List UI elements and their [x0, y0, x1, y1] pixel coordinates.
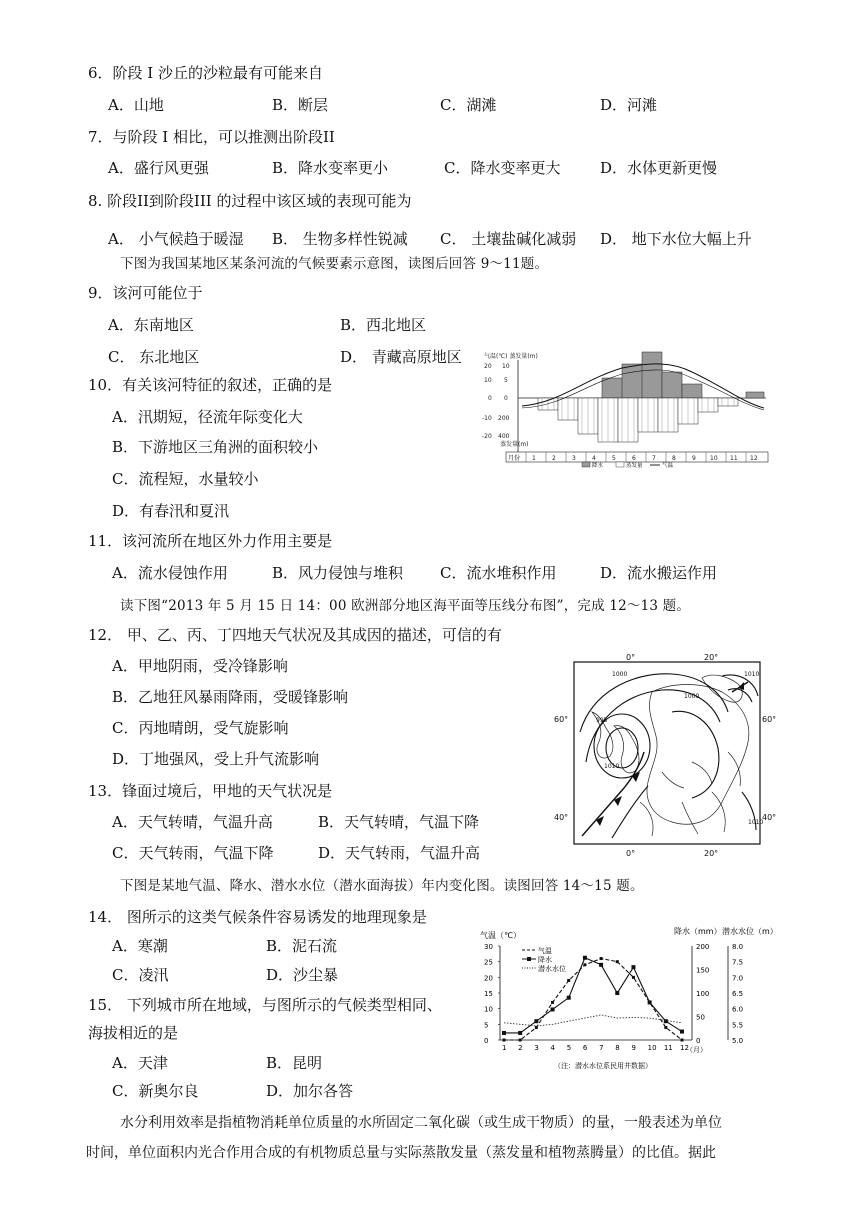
chart3-temp-point	[632, 976, 635, 979]
chart3-precip-point	[502, 1031, 506, 1035]
paragraph-line-1: 水分利用效率是指植物消耗单位质量的水所固定二氧化碳（或生成干物质）的量，一般表述为单位	[120, 1115, 722, 1131]
fig1-legend-evap: 蒸发量	[626, 463, 643, 468]
fig1-tick-r3: 200	[498, 415, 510, 422]
fig1-tick-l3: -10	[482, 415, 492, 422]
q9-option-a[interactable]: A．东南地区	[108, 316, 194, 334]
fig1-tick-r0: 10	[502, 363, 510, 370]
fig1-precip-bars	[602, 352, 764, 398]
fig1-legend-temp: 气温	[662, 463, 674, 468]
chart3-right-tick: 6.0	[732, 1005, 744, 1014]
q15-stem-line1: 15． 下列城市所在地域，与图所示的气候类型相同、	[88, 996, 442, 1014]
fig1-tick-l2: 0	[488, 395, 492, 402]
fig1-month-row	[506, 452, 768, 462]
chart3-x-tick: 11	[663, 1044, 673, 1052]
svg-text:7: 7	[652, 455, 656, 462]
q11-option-c[interactable]: C．流水堆积作用	[440, 564, 557, 582]
fig2-lat-40-right: 40°	[762, 813, 777, 822]
svg-text:6: 6	[632, 455, 636, 462]
q7-option-d[interactable]: D．水体更新更慢	[600, 159, 718, 177]
chart3-legend-water: 潜水水位	[538, 965, 566, 973]
q6-option-d[interactable]: D．河滩	[600, 96, 658, 114]
q15-option-c[interactable]: C．新奥尔良	[112, 1082, 199, 1100]
q14-option-d[interactable]: D．沙尘暴	[266, 966, 339, 984]
chart3-precip-point	[599, 963, 603, 967]
fig1-tick-l1: 10	[484, 377, 492, 384]
chart3-series-precip	[504, 958, 682, 1033]
q7-option-a[interactable]: A．盛行风更强	[108, 159, 209, 177]
chart3-x-tick: 2	[518, 1044, 523, 1052]
fig2-lon-0-bottom: 0°	[626, 849, 636, 858]
chart3-precip-point	[551, 1007, 555, 1011]
fig1-tick-r4: 400	[498, 433, 510, 440]
fig2-lon-20-top: 20°	[704, 653, 719, 662]
chart3-left-tick: 5	[484, 1021, 489, 1030]
q9-option-b[interactable]: B．西北地区	[340, 316, 427, 334]
chart3-x-tick: 10	[647, 1044, 657, 1052]
chart3-temp-point	[681, 1039, 684, 1042]
q6-option-b[interactable]: B．断层	[272, 96, 329, 114]
q6-option-a[interactable]: A．山地	[108, 96, 164, 114]
chart3-x-tick: 8	[615, 1044, 620, 1052]
q14-stem: 14． 图所示的这类气候条件容易诱发的地理现象是	[88, 908, 427, 926]
fig1-month-label: 月份	[508, 455, 521, 462]
chart3-precip-point	[664, 1019, 668, 1023]
q9-option-d[interactable]: D． 青藏高原地区	[340, 348, 462, 366]
chart3-right-tick: 8.0	[732, 943, 744, 951]
fig2-isobar-label-3: 995	[596, 717, 608, 724]
svg-text:3: 3	[572, 455, 576, 462]
q11-option-a[interactable]: A．流水侵蚀作用	[112, 564, 228, 582]
chart3-x-tick: 5	[566, 1044, 572, 1052]
q7-option-b[interactable]: B．降水变率更小	[272, 159, 389, 177]
fig2-lon-0-top: 0°	[626, 653, 636, 662]
q10-option-b[interactable]: B．下游地区三角洲的面积较小	[112, 438, 319, 456]
chart3-x-tick: 12	[680, 1044, 689, 1052]
fig2-lon-20-bottom: 20°	[704, 849, 719, 858]
chart3-x-tick: 3	[534, 1044, 539, 1052]
q13-stem: 13．锋面过境后，甲地的天气状况是	[88, 782, 333, 800]
chart3-x-tick: 9	[631, 1044, 636, 1052]
q15-option-d[interactable]: D．加尔各答	[266, 1082, 354, 1100]
q12-option-c[interactable]: C．丙地晴朗，受气旋影响	[112, 719, 289, 737]
chart3-series-water	[504, 1015, 682, 1026]
q6-stem: 6．阶段 I 沙丘的沙粒最有可能来自	[88, 64, 324, 82]
chart3-mid-tick: 150	[696, 966, 710, 975]
q13-option-a[interactable]: A．天气转晴，气温升高	[112, 813, 273, 831]
chart3-precip-point	[680, 1030, 684, 1034]
chart3-left-axis-title: 气温（℃）	[480, 931, 521, 940]
chart3-temp-point	[551, 1001, 554, 1004]
chart3-precip-point	[583, 956, 587, 960]
q12-option-d[interactable]: D．丁地强风，受上升气流影响	[112, 750, 320, 768]
q9-stem: 9．该河可能位于	[88, 284, 203, 302]
intro-12-13: 读下图“2013 年 5 月 15 日 14：00 欧洲部分地区海平面等压线分布图”，完成 12～13 题。	[120, 598, 691, 614]
intro-14-15: 下图是某地气温、降水、潜水水位（潜水面海拔）年内变化图。读图回答 14～15 题。	[120, 878, 644, 894]
paragraph-line-2: 时间，单位面积内光合作用合成的有机物质总量与实际蒸散发量（蒸发量和植物蒸腾量）的比值。据此	[86, 1145, 716, 1161]
q9-option-c[interactable]: C． 东北地区	[108, 348, 200, 366]
q10-option-a[interactable]: A．汛期短，径流年际变化大	[112, 408, 303, 426]
climate-line-chart	[476, 926, 776, 1074]
q8-option-d[interactable]: D． 地下水位大幅上升	[600, 230, 752, 248]
fig1-legend-evap-swatch	[616, 462, 624, 467]
fig2-isobar-label-5: 1010	[604, 763, 620, 770]
fig1-tick-l4: -20	[482, 433, 492, 440]
svg-text:8: 8	[672, 455, 676, 462]
chart3-x-tick: 7	[599, 1044, 604, 1052]
chart3-temp-point	[583, 963, 586, 966]
q11-stem: 11．该河流所在地区外力作用主要是	[88, 532, 333, 550]
chart3-right-tick: 6.5	[732, 990, 744, 998]
chart3-precip-point	[648, 1000, 652, 1004]
q7-option-c[interactable]: C．降水变率更大	[444, 159, 561, 177]
chart3-mid-tick: 100	[696, 990, 710, 998]
fig2-lat-60-left: 60°	[554, 715, 569, 724]
q14-option-c[interactable]: C．凌汛	[112, 966, 169, 984]
chart3-precip-point	[631, 965, 635, 969]
q14-option-b[interactable]: B．泥石流	[266, 937, 338, 955]
chart3-temp-point	[519, 1039, 522, 1042]
chart3-series-temp	[504, 959, 682, 1040]
chart3-legend-precip: 降水	[538, 956, 552, 964]
fig2-lat-60-right: 60°	[762, 715, 777, 724]
svg-text:2: 2	[552, 455, 556, 462]
chart3-left-tick: 25	[484, 958, 493, 967]
q8-stem: 8. 阶段II到阶段III 的过程中该区域的表现可能为	[88, 192, 412, 210]
svg-text:5: 5	[612, 455, 616, 462]
fig1-tick-r2: 0	[504, 395, 508, 402]
chart3-x-tick: 1	[502, 1044, 507, 1052]
fig2-isobar-label-1: 1000	[612, 671, 628, 678]
chart3-right-tick: 5.5	[732, 1021, 744, 1030]
fig1-tick-r1: 5	[504, 377, 508, 384]
chart3-x-unit: （月）	[686, 1046, 707, 1054]
chart3-precip-point	[567, 996, 571, 1000]
river-climate-figure	[482, 350, 772, 468]
chart3-x-tick: 4	[550, 1044, 556, 1052]
q15-option-b[interactable]: B．昆明	[266, 1054, 323, 1072]
fig1-tick-l0: 20	[484, 363, 492, 370]
chart3-left-tick: 0	[484, 1037, 489, 1045]
chart3-temp-point	[600, 957, 603, 960]
q13-option-b[interactable]: B．天气转晴，气温下降	[318, 813, 480, 831]
fig1-legend-precip-swatch	[582, 462, 590, 467]
fig2-lat-40-left: 40°	[554, 813, 569, 822]
fig1-evap-label: 蒸发量(m)	[500, 441, 529, 448]
q8-option-b[interactable]: B． 生物多样性锐减	[272, 230, 408, 248]
chart3-left-tick: 20	[484, 974, 493, 983]
fig2-isobar-label-4: 1000	[684, 693, 700, 700]
fig1-legend-precip: 降水	[592, 463, 604, 468]
chart3-legend-temp: 气温	[538, 947, 552, 955]
q11-option-b[interactable]: B．风力侵蚀与堆积	[272, 564, 404, 582]
chart3-left-tick: 30	[484, 943, 493, 951]
chart3-precip-point	[534, 1019, 538, 1023]
chart3-note: （注：潜水水位系民用井数据）	[554, 1062, 652, 1070]
q10-option-c[interactable]: C．流程短，水量较小	[112, 470, 259, 488]
svg-text:11: 11	[730, 455, 738, 462]
chart3-mid-tick: 200	[696, 943, 710, 951]
chart3-precip-point	[615, 991, 619, 995]
chart3-temp-point	[616, 960, 619, 963]
svg-text:4: 4	[592, 455, 596, 462]
chart3-precip-point	[518, 1031, 522, 1035]
q10-option-d[interactable]: D．有春汛和夏汛	[112, 502, 230, 520]
q14-option-a[interactable]: A．寒潮	[112, 937, 168, 955]
fig2-isobar-label-2: 1010	[744, 671, 760, 678]
chart3-temp-point	[503, 1039, 506, 1042]
q12-option-a[interactable]: A．甲地阴雨，受冷锋影响	[112, 657, 288, 675]
q6-option-c[interactable]: C．湖滩	[440, 96, 497, 114]
chart3-x-tick: 6	[582, 1044, 588, 1052]
fig2-isobar-label-6: 1010	[748, 819, 764, 826]
q7-stem: 7．与阶段 I 相比，可以推测出阶段II	[88, 128, 335, 146]
q8-option-a[interactable]: A． 小气候趋于暖湿	[108, 230, 244, 248]
q8-option-c[interactable]: C． 土壤盐碱化减弱	[440, 230, 577, 248]
svg-text:10: 10	[710, 455, 718, 462]
q10-stem: 10．有关该河特征的叙述，正确的是	[88, 376, 333, 394]
chart3-right-tick: 7.5	[732, 958, 744, 967]
chart3-right-axis-title-2: 潜水水位（m）	[722, 927, 776, 936]
q13-option-d[interactable]: D．天气转雨，气温升高	[318, 844, 481, 862]
q12-option-b[interactable]: B．乙地狂风暴雨降雨，受暖锋影响	[112, 688, 349, 706]
chart3-mid-tick: 50	[696, 1013, 705, 1022]
svg-text:1: 1	[532, 455, 536, 462]
q15-option-a[interactable]: A．天津	[112, 1054, 168, 1072]
chart3-mid-tick: 0	[696, 1037, 701, 1045]
chart3-right-tick: 5.0	[732, 1037, 744, 1045]
fig1-axis-title: 气温(℃) 蒸发量(m)	[484, 353, 538, 360]
chart3-temp-point	[535, 1026, 538, 1029]
q11-option-d[interactable]: D．流水搬运作用	[600, 564, 718, 582]
chart3-right-axis-title-1: 降水（mm）	[674, 927, 722, 936]
svg-text:9: 9	[692, 455, 696, 462]
q12-stem: 12． 甲、乙、丙、丁四地天气状况及其成因的描述，可信的有	[88, 626, 502, 644]
chart3-temp-point	[664, 1026, 667, 1029]
svg-text:12: 12	[750, 455, 758, 462]
q13-option-c[interactable]: C．天气转雨，气温下降	[112, 844, 274, 862]
chart3-left-tick: 15	[484, 990, 493, 998]
chart3-temp-point	[567, 979, 570, 982]
isobar-map-figure	[552, 652, 782, 862]
q15-stem-line2: 海拔相近的是	[88, 1024, 179, 1042]
intro-9-11: 下图为我国某地区某条河流的气候要素示意图，读图后回答 9～11题。	[120, 256, 549, 272]
chart3-right-tick: 7.0	[732, 974, 744, 983]
chart3-left-tick: 10	[484, 1005, 493, 1014]
